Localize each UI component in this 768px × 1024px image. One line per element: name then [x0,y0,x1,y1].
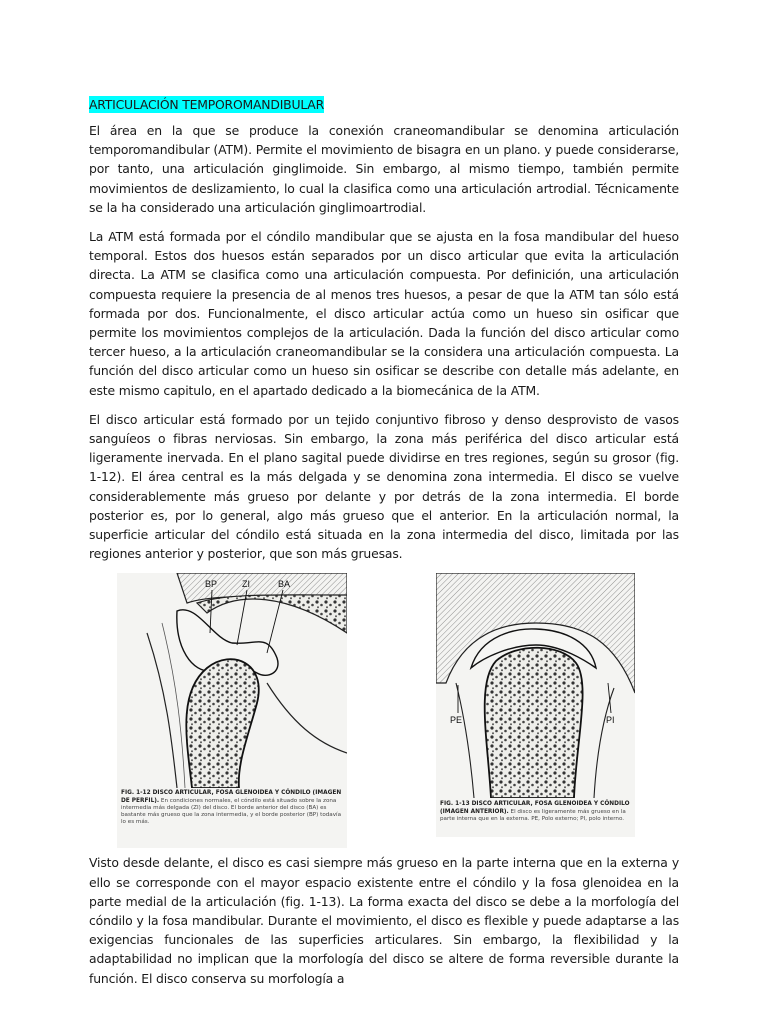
label-bp: BP [205,579,218,590]
figures-row [89,573,679,849]
document-body [89,94,679,998]
label-pe: PE [450,715,463,726]
figure-1-13 [436,573,635,837]
paragraph-4: Visto desde delante, el disco es casi siempre más grueso en la parte interna que en la externa y ello se corresponde con el mayor espacio existente entre el cóndilo y la fosa glenoidea en la parte medial de la articulación (fig. 1-13). La forma exacta del disco se debe a la morfología del cóndilo y la fosa mandibular. Durante el movimiento, el disco es flexible y puede adaptarse a las exigencias funcionales de las superficies articulares. Sin embargo, la flexibilidad y la adaptabilidad no implican que la morfología del disco se altere de forma reversible durante la función. El disco conserva su morfología a [89,855,679,986]
figure-1-13-caption [440,801,631,823]
label-pi: PI [606,715,615,726]
label-ba: BA [278,579,291,590]
paragraph-1: El área en la que se produce la conexión craneomandibular se denomina articulación temporomandibular (ATM). Permite el movimiento de bisagra en un plano. y puede considerarse, por tanto, una articulación ginglimoide. Sin embargo, al mismo tiempo, también permite movimientos de deslizamiento, lo cual la clasifica como una articulación artrodial. Técnicamente se la ha considerado una articulación ginglimoartrodial. [89,123,679,215]
figure-1-12-caption [121,790,343,826]
figure-1-13-caption-text: El disco es ligeramente más grueso en la parte interna que en la externa. PE, Polo externo; PI, polo interno. [440,808,626,822]
figure-1-12-caption-text: En condiciones normales, el cóndilo está situado sobre la zona intermedia más delgada (ZI) del disco. El borde anterior del disco (BA) es bastante más grueso que la zona intermedia, y el borde posterior (BP) todavía lo es más. [121,797,342,826]
figure-1-13-illustration [436,573,635,798]
section-title: ARTICULACIÓN TEMPOROMANDIBULAR [89,97,324,112]
label-zi: ZI [242,579,250,590]
figure-1-12 [117,573,347,848]
figure-1-12-caption-title: FIG. 1-12 DISCO ARTICULAR, FOSA GLENOIDEA Y CÓNDILO (IMAGEN DE PERFIL). [121,790,342,804]
paragraph-3: El disco articular está formado por un tejido conjuntivo fibroso y denso desprovisto de vasos sanguíeos o fibras nerviosas. Sin embargo, la zona más periférica del disco articular está ligeramente inervada. En el plano sagital puede dividirse en tres regiones, según su grosor (fig. 1-12). El área central es la más delgada y se denomina zona intermedia. El disco se vuelve considerablemente más grueso por delante y por detrás de la zona intermedia. El borde posterior es, por lo general, algo más grueso que el anterior. En la articulación normal, la superficie articular del cóndilo está situada en la zona intermedia del disco, limitada por las regiones anterior y posterior, que son más gruesas. [89,411,679,562]
figure-1-13-caption-title: FIG. 1-13 DISCO ARTICULAR, FOSA GLENOIDEA Y CÓNDILO (IMAGEN ANTERIOR). [440,801,630,815]
figure-1-12-illustration [117,573,347,788]
paragraph-2: La ATM está formada por el cóndilo mandibular que se ajusta en la fosa mandibular del hueso temporal. Estos dos huesos están separados por un disco articular que evita la articulación directa. La ATM se clasifica como una articulación compuesta. Por definición, una articulación compuesta requiere la presencia de al menos tres huesos, a pesar de que la ATM tan sólo está formada por dos. Funcionalmente, el disco articular actúa como un hueso sin osificar que permite los movimientos complejos de la articulación. Dada la función del disco articular como tercer hueso, a la articulación craneomandibular se la considera una articulación compuesta. La función del disco articular como un hueso sin osificar se describe con detalle más adelante, en este mismo capitulo, en el apartado dedicado a la biomecánica de la ATM. [89,229,679,398]
